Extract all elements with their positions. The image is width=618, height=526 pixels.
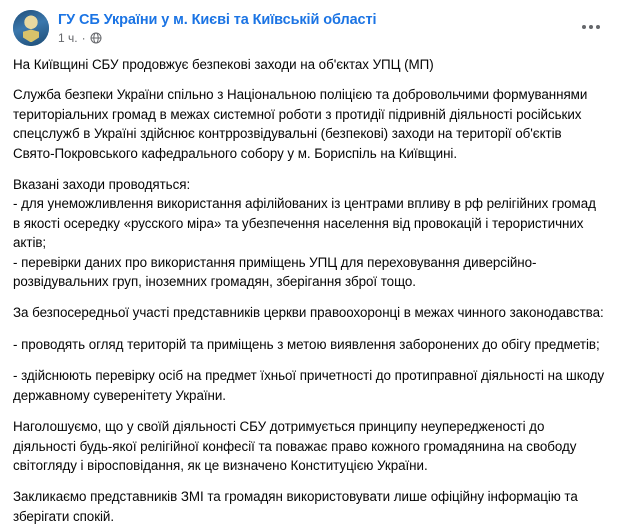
post-paragraph: На Київщині СБУ продовжує безпекові заходи на об'єктах УПЦ (МП) — [13, 57, 434, 72]
post-header-text — [58, 10, 376, 45]
ellipsis-icon-dot — [596, 25, 600, 29]
ellipsis-icon-dot — [589, 25, 593, 29]
post-meta — [58, 31, 376, 45]
post-paragraph: Служба безпеки України спільно з Національною поліцією та добровольчими формуваннями територіальних громад в межах системної роботи з протидії підривній діяльності російських спецслужб в Україні здійснює контррозвідувальні (безпекові) заходи на території об'єктів Свято-Покровського кафедрального собору у м. Бориспіль на Київщині. — [13, 87, 588, 161]
post-paragraph: - здійснюють перевірку осіб на предмет їхньої причетності до протиправної діяльності на шкоду державному суверенітету України. — [13, 368, 605, 403]
post-options-button[interactable] — [578, 14, 604, 40]
post-timestamp[interactable]: 1 ч. — [58, 31, 78, 45]
post-paragraph: - проводять огляд територій та приміщень з метою виявлення заборонених до обігу предметів; — [13, 336, 600, 352]
avatar[interactable] — [13, 10, 49, 46]
post-paragraph: Наголошуємо, що у своїй діяльності СБУ дотримується принципу неупередженості до діяльності будь-якої релігійної конфесії та поважає право кожного громадянина на свободу світогляду і віросповідання, як це визначено Конституцією України. — [13, 419, 577, 473]
post-header — [13, 10, 605, 46]
post-paragraph: - для унеможливлення використання афілійованих із центрами впливу в рф релігійних громад в якості осередку «русского міра» та убезпечення населення від провокацій і терористичних актів; — [13, 196, 596, 251]
post-paragraph: За безпосередньої участі представників церкви правоохоронці в межах чинного законодавства: — [13, 305, 604, 321]
post-body — [13, 55, 605, 526]
ellipsis-icon-dot — [582, 25, 586, 29]
globe-icon[interactable] — [90, 32, 102, 44]
post-paragraph: Вказані заходи проводяться: — [13, 177, 191, 193]
post-paragraph: - перевірки даних про використання приміщень УПЦ для переховування диверсійно-розвідувальних груп, іноземних громадян, зберігання зброї тощо. — [13, 254, 537, 290]
page-name-link[interactable]: ГУ СБ України у м. Києві та Київській області — [58, 12, 377, 28]
post-paragraph: Закликаємо представників ЗМІ та громадян використовувати лише офіційну інформацію та зберігати спокій. — [13, 489, 578, 524]
meta-separator: · — [81, 31, 86, 45]
